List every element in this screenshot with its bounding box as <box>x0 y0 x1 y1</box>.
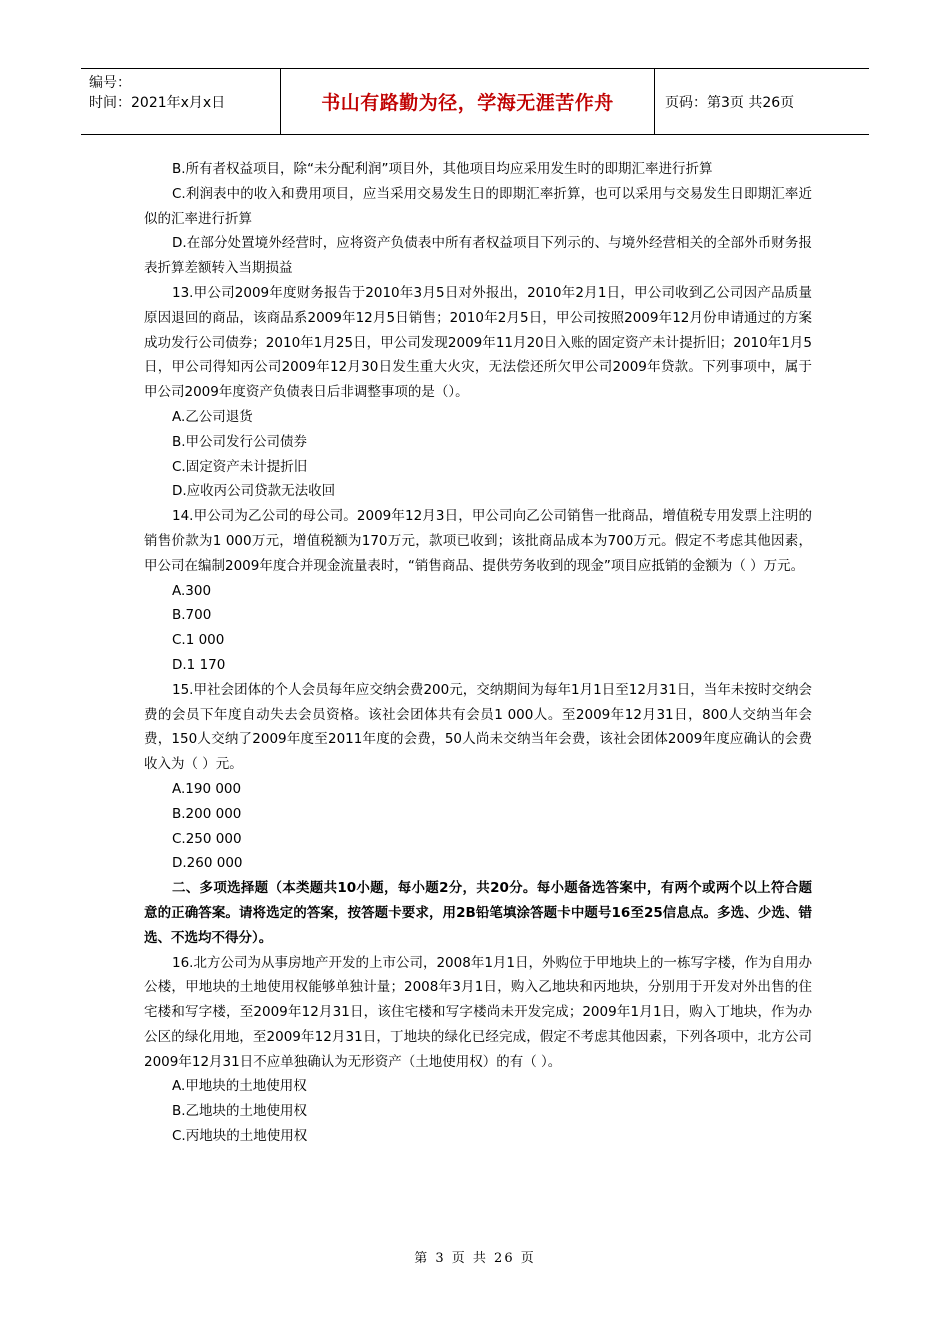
paragraph: 14.甲公司为乙公司的母公司。2009年12月3日，甲公司向乙公司销售一批商品，增值税专用发票上注明的销售价款为1 000万元，增值税额为170万元，款项已收到；该批商品成本为700万元。假定不考虑其他因素，甲公司在编制2009年度合并现金流量表时，“销售商品、提供劳务收到的现金”项目应抵销的金额为（ ）万元。 <box>144 508 812 574</box>
paragraph: A.甲地块的土地使用权 <box>172 1078 307 1095</box>
header-page-info: 页码：第3页 共26页 <box>665 94 795 111</box>
page-footer: 第 3 页 共 26 页 <box>414 1251 536 1266</box>
document-number-label: 编号： <box>89 75 131 91</box>
page-header <box>81 68 869 135</box>
paragraph: B.200 000 <box>172 805 242 822</box>
paragraph: 13.甲公司2009年度财务报告于2010年3月5日对外报出，2010年2月1日，甲公司收到乙公司因产品质量原因退回的商品，该商品系2009年12月5日销售；2010年2月5日，甲公司按照2009年12月份申请通过的方案成功发行公司债券；2010年1月25日，甲公司发现2009年11月20日入账的固定资产未计提折旧；2010年1月5日，甲公司得知丙公司2009年12月30日发生重大火灾，无法偿还所欠甲公司2009年贷款。下列事项中，属于甲公司2009年度资产负债表日后非调整事项的是（）。 <box>144 284 812 401</box>
paragraph: D.应收丙公司贷款无法收回 <box>172 483 336 500</box>
paragraph: C.固定资产未计提折旧 <box>172 458 308 475</box>
paragraph: D.1 170 <box>172 656 226 673</box>
paragraph: B.甲公司发行公司债券 <box>172 433 308 450</box>
header-motto: 书山有路勤为径，学海无涯苦作舟 <box>281 69 655 134</box>
document-time-label: 时间：2021年x月x日 <box>89 95 226 111</box>
header-meta <box>81 69 281 134</box>
paragraph: C.丙地块的土地使用权 <box>172 1128 308 1145</box>
paragraph: A.300 <box>172 582 212 599</box>
paragraph: D.在部分处置境外经营时，应将资产负债表中所有者权益项目下列示的、与境外经营相关的全部外币财务报表折算差额转入当期损益 <box>144 235 812 277</box>
paragraph: C.250 000 <box>172 830 242 847</box>
paragraph: D.260 000 <box>172 855 243 872</box>
paragraph: A.乙公司退货 <box>172 408 253 425</box>
paragraph: 15.甲社会团体的个人会员每年应交纳会费200元，交纳期间为每年1月1日至12月31日，当年未按时交纳会费的会员下年度自动失去会员资格。该社会团体共有会员1 000人。至2009年12月31日，800人交纳当年会费，150人交纳了2009年度至2011年度的会费，50人尚未交纳当年会费，该社会团体2009年度应确认的会费收入为（ ）元。 <box>144 681 812 773</box>
section-heading: 二、多项选择题（本类题共10小题，每小题2分，共20分。每小题备选答案中，有两个或两个以上符合题意的正确答案。请将选定的答案，按答题卡要求，用2B铅笔填涂答题卡中题号16至25信息点。多选、少选、错选、不选均不得分）。 <box>144 880 812 946</box>
paragraph: A.190 000 <box>172 780 242 797</box>
paragraph: B.700 <box>172 607 212 624</box>
document-body <box>144 157 812 1149</box>
paragraph: C.利润表中的收入和费用项目，应当采用交易发生日的即期汇率折算，也可以采用与交易发生日即期汇率近似的汇率进行折算 <box>144 185 812 227</box>
paragraph: C.1 000 <box>172 632 225 649</box>
paragraph: B.所有者权益项目，除“未分配利润”项目外，其他项目均应采用发生时的即期汇率进行折算 <box>172 161 713 177</box>
paragraph: B.乙地块的土地使用权 <box>172 1103 308 1120</box>
paragraph: 16.北方公司为从事房地产开发的上市公司，2008年1月1日，外购位于甲地块上的一栋写字楼，作为自用办公楼，甲地块的土地使用权能够单独计量；2008年3月1日，购入乙地块和丙地块，分别用于开发对外出售的住宅楼和写字楼，至2009年12月31日，该住宅楼和写字楼尚未开发完成；2009年1月1日，购入丁地块，作为办公区的绿化用地，至2009年12月31日，丁地块的绿化已经完成，假定不考虑其他因素，下列各项中，北方公司2009年12月31日不应单独确认为无形资产（土地使用权）的有（ ）。 <box>144 954 813 1070</box>
